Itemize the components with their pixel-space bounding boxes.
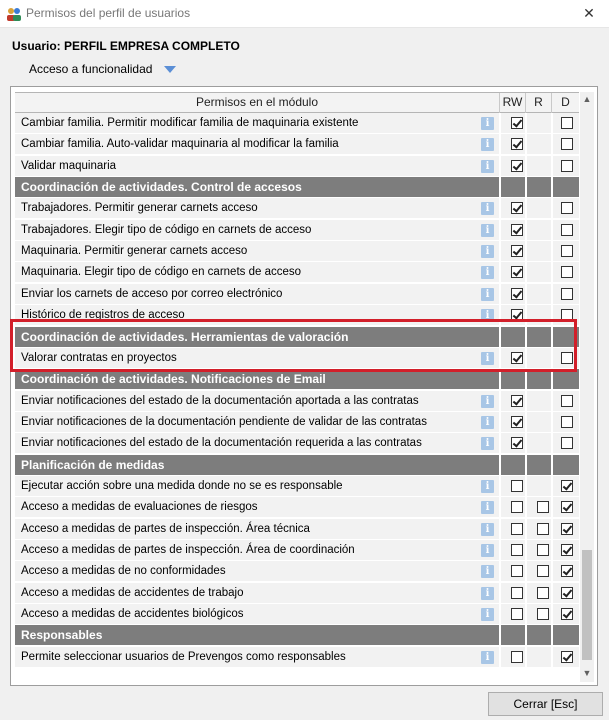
column-separator <box>525 241 527 262</box>
table-row <box>15 305 579 326</box>
checkbox-d[interactable] <box>561 544 573 556</box>
column-separator <box>525 284 527 305</box>
permission-label: Acceso a medidas de accidentes biológicos <box>21 608 244 621</box>
table-row <box>15 604 579 625</box>
permission-label: Acceso a medidas de partes de inspección. Área de coordinación <box>21 544 355 556</box>
checkbox-d[interactable] <box>561 523 573 535</box>
column-separator <box>525 497 527 518</box>
column-separator <box>525 113 527 134</box>
column-separator <box>499 198 501 219</box>
checkbox-d[interactable] <box>561 288 573 300</box>
checkbox-rw[interactable] <box>511 437 523 449</box>
column-separator <box>525 134 527 155</box>
permission-label: Enviar notificaciones del estado de la documentación requerida a las contratas <box>21 437 422 450</box>
table-row <box>15 134 579 155</box>
permission-label: Cambiar familia. Auto-validar maquinaria al modificar la familia <box>21 138 339 151</box>
column-separator <box>525 177 527 198</box>
column-separator <box>499 134 501 155</box>
table-row <box>15 391 579 412</box>
info-icon[interactable]: i <box>481 416 494 429</box>
column-separator <box>551 348 553 369</box>
checkbox-d[interactable] <box>561 138 573 150</box>
permission-label: Maquinaria. Permitir generar carnets acceso <box>21 245 248 258</box>
column-separator <box>499 391 501 412</box>
column-separator <box>551 625 553 646</box>
info-icon[interactable]: i <box>481 501 494 514</box>
section-header <box>15 369 579 390</box>
column-separator <box>499 625 501 646</box>
column-separator <box>551 519 553 540</box>
column-separator <box>551 540 553 561</box>
section-header <box>15 455 579 476</box>
header-rw: RW <box>500 93 526 113</box>
column-separator <box>525 433 527 454</box>
table-row <box>15 647 579 668</box>
column-separator <box>499 540 501 561</box>
column-separator <box>499 519 501 540</box>
permission-label: Trabajadores. Permitir generar carnets acceso <box>21 202 258 215</box>
checkbox-rw[interactable] <box>511 587 523 599</box>
info-icon[interactable]: i <box>481 565 494 578</box>
info-icon[interactable]: i <box>481 266 494 279</box>
checkbox-rw[interactable] <box>511 395 523 407</box>
permission-label: Enviar notificaciones del estado de la documentación aportada a las contratas <box>21 394 419 407</box>
info-icon[interactable]: i <box>481 480 494 493</box>
column-separator <box>551 647 553 668</box>
column-separator <box>551 134 553 155</box>
functionality-dropdown[interactable] <box>29 62 176 76</box>
checkbox-r[interactable] <box>537 501 549 513</box>
checkbox-rw[interactable] <box>511 160 523 172</box>
table-row <box>15 497 579 518</box>
column-separator <box>499 476 501 497</box>
permission-label: Trabajadores. Elegir tipo de código en carnets de acceso <box>21 223 312 236</box>
checkbox-rw[interactable] <box>511 523 523 535</box>
title-bar <box>0 0 609 28</box>
info-icon[interactable]: i <box>481 395 494 408</box>
column-separator <box>551 561 553 582</box>
table-row <box>15 348 579 369</box>
checkbox-r[interactable] <box>537 608 549 620</box>
table-row <box>15 433 579 454</box>
info-icon[interactable]: i <box>481 309 494 322</box>
column-separator <box>499 156 501 177</box>
column-separator <box>499 647 501 668</box>
checkbox-rw[interactable] <box>511 608 523 620</box>
checkbox-rw[interactable] <box>511 245 523 257</box>
permission-label: Enviar los carnets de acceso por correo electrónico <box>21 287 283 300</box>
column-separator <box>499 455 501 476</box>
permission-label: Validar maquinaria <box>21 159 117 172</box>
info-icon[interactable]: i <box>481 160 494 173</box>
info-icon[interactable]: i <box>481 117 494 130</box>
column-separator <box>551 497 553 518</box>
section-label: Coordinación de actividades. Control de accesos <box>21 180 302 195</box>
checkbox-d[interactable] <box>561 437 573 449</box>
section-header <box>15 625 579 646</box>
column-separator <box>551 113 553 134</box>
checkbox-d[interactable] <box>561 587 573 599</box>
column-separator <box>551 262 553 283</box>
checkbox-rw[interactable] <box>511 416 523 428</box>
column-separator <box>551 198 553 219</box>
info-icon[interactable]: i <box>481 352 494 365</box>
column-separator <box>551 156 553 177</box>
checkbox-r[interactable] <box>537 544 549 556</box>
column-separator <box>499 369 501 390</box>
column-separator <box>499 348 501 369</box>
section-header <box>15 327 579 348</box>
checkbox-d[interactable] <box>561 224 573 236</box>
table-row <box>15 156 579 177</box>
table-row <box>15 198 579 219</box>
info-icon[interactable]: i <box>481 202 494 215</box>
column-separator <box>525 519 527 540</box>
table-row <box>15 284 579 305</box>
info-icon[interactable]: i <box>481 651 494 664</box>
checkbox-d[interactable] <box>561 202 573 214</box>
permission-label: Acceso a medidas de accidentes de trabajo <box>21 586 244 599</box>
table-row <box>15 113 579 134</box>
window-title: Permisos del perfil de usuarios <box>26 6 191 20</box>
table-row <box>15 476 579 497</box>
checkbox-d[interactable] <box>561 266 573 278</box>
column-separator <box>551 177 553 198</box>
column-separator <box>499 241 501 262</box>
table-header <box>15 92 579 113</box>
permission-label: Acceso a medidas de evaluaciones de riesgos <box>21 501 258 514</box>
checkbox-d[interactable] <box>561 352 573 364</box>
permission-label: Histórico de registros de acceso <box>21 309 185 322</box>
table-row <box>15 561 579 582</box>
permission-label: Maquinaria. Elegir tipo de código en carnets de acceso <box>21 266 302 279</box>
checkbox-rw[interactable] <box>511 501 523 513</box>
vertical-scrollbar[interactable] <box>580 92 594 682</box>
info-icon[interactable]: i <box>481 544 494 557</box>
checkbox-rw[interactable] <box>511 309 523 321</box>
column-separator <box>525 262 527 283</box>
column-separator <box>551 433 553 454</box>
permission-label: Ejecutar acción sobre una medida donde no se es responsable <box>21 479 343 492</box>
column-separator <box>525 305 527 326</box>
usuario-line <box>12 39 240 53</box>
dropdown-label: Acceso a funcionalidad <box>29 62 153 76</box>
column-separator <box>551 583 553 604</box>
permission-label: Cambiar familia. Permitir modificar familia de maquinaria existente <box>21 117 359 129</box>
column-separator <box>499 327 501 348</box>
table-row <box>15 583 579 604</box>
column-separator <box>551 391 553 412</box>
column-separator <box>525 348 527 369</box>
permissions-panel <box>10 86 598 686</box>
checkbox-d[interactable] <box>561 245 573 257</box>
column-separator <box>551 241 553 262</box>
info-icon[interactable]: i <box>481 245 494 258</box>
checkbox-d[interactable] <box>561 501 573 513</box>
column-separator <box>525 625 527 646</box>
checkbox-rw[interactable] <box>511 651 523 663</box>
table-row <box>15 412 579 433</box>
info-icon[interactable]: i <box>481 138 494 151</box>
column-separator <box>499 284 501 305</box>
column-separator <box>525 455 527 476</box>
usuario-value: PERFIL EMPRESA COMPLETO <box>64 39 240 53</box>
info-icon[interactable]: i <box>481 608 494 621</box>
column-separator <box>525 391 527 412</box>
checkbox-r[interactable] <box>537 587 549 599</box>
column-separator <box>551 412 553 433</box>
permission-label: Enviar notificaciones de la documentación pendiente de validar de las contratas <box>21 415 427 428</box>
table-row <box>15 220 579 241</box>
checkbox-rw[interactable] <box>511 117 523 129</box>
column-separator <box>525 583 527 604</box>
scroll-down-icon[interactable]: ▼ <box>582 668 592 678</box>
chevron-down-icon <box>164 66 176 73</box>
column-separator <box>551 476 553 497</box>
section-header <box>15 177 579 198</box>
table-row <box>15 262 579 283</box>
column-separator <box>499 561 501 582</box>
checkbox-rw[interactable] <box>511 266 523 278</box>
column-separator <box>499 113 501 134</box>
checkbox-d[interactable] <box>561 395 573 407</box>
checkbox-rw[interactable] <box>511 202 523 214</box>
permission-label: Acceso a medidas de no conformidades <box>21 565 226 578</box>
info-icon[interactable]: i <box>481 437 494 450</box>
checkbox-d[interactable] <box>561 160 573 172</box>
close-button[interactable]: Cerrar [Esc] <box>488 692 603 716</box>
checkbox-rw[interactable] <box>511 544 523 556</box>
column-separator <box>499 412 501 433</box>
section-label: Responsables <box>21 628 103 643</box>
column-separator <box>525 561 527 582</box>
scroll-up-icon[interactable]: ▲ <box>582 94 592 104</box>
column-separator <box>525 198 527 219</box>
column-separator <box>551 284 553 305</box>
column-separator <box>499 220 501 241</box>
permission-label: Valorar contratas en proyectos <box>21 351 177 364</box>
column-separator <box>551 305 553 326</box>
table-row <box>15 540 579 561</box>
section-label: Coordinación de actividades. Herramientas de valoración <box>21 329 349 344</box>
header-r: R <box>526 93 552 113</box>
column-separator <box>525 647 527 668</box>
checkbox-rw[interactable] <box>511 288 523 300</box>
table-row <box>15 519 579 540</box>
scroll-thumb[interactable] <box>582 550 592 660</box>
checkbox-r[interactable] <box>537 523 549 535</box>
column-separator <box>525 327 527 348</box>
column-separator <box>499 604 501 625</box>
permission-label: Permite seleccionar usuarios de Prevengos como responsables <box>21 650 346 663</box>
info-icon[interactable]: i <box>481 523 494 536</box>
column-separator <box>525 604 527 625</box>
permission-label: Acceso a medidas de partes de inspección. Área técnica <box>21 522 310 535</box>
column-separator <box>499 305 501 326</box>
column-separator <box>499 177 501 198</box>
column-separator <box>551 455 553 476</box>
checkbox-r[interactable] <box>537 565 549 577</box>
column-separator <box>551 327 553 348</box>
checkbox-d[interactable] <box>561 651 573 663</box>
checkbox-rw[interactable] <box>511 224 523 236</box>
column-separator <box>525 369 527 390</box>
column-separator <box>525 540 527 561</box>
column-separator <box>499 583 501 604</box>
column-separator <box>525 476 527 497</box>
checkbox-d[interactable] <box>561 608 573 620</box>
table-row <box>15 241 579 262</box>
column-separator <box>551 220 553 241</box>
info-icon[interactable]: i <box>481 288 494 301</box>
checkbox-d[interactable] <box>561 565 573 577</box>
close-icon[interactable]: ✕ <box>583 5 595 21</box>
column-separator <box>525 220 527 241</box>
column-separator <box>499 497 501 518</box>
header-module: Permisos en el módulo <box>15 93 500 113</box>
checkbox-d[interactable] <box>561 309 573 321</box>
usuario-label: Usuario: <box>12 39 61 53</box>
checkbox-rw[interactable] <box>511 138 523 150</box>
column-separator <box>499 433 501 454</box>
checkbox-d[interactable] <box>561 416 573 428</box>
column-separator <box>525 156 527 177</box>
info-icon[interactable]: i <box>481 224 494 237</box>
checkbox-rw[interactable] <box>511 480 523 492</box>
checkbox-d[interactable] <box>561 117 573 129</box>
header-d: D <box>561 95 570 109</box>
column-separator <box>499 262 501 283</box>
section-label: Coordinación de actividades. Notificaciones de Email <box>21 372 326 387</box>
column-separator <box>551 604 553 625</box>
checkbox-d[interactable] <box>561 480 573 492</box>
column-separator <box>551 369 553 390</box>
checkbox-rw[interactable] <box>511 565 523 577</box>
column-separator <box>525 412 527 433</box>
users-icon <box>6 7 22 21</box>
section-label: Planificación de medidas <box>21 457 165 472</box>
info-icon[interactable]: i <box>481 587 494 600</box>
checkbox-rw[interactable] <box>511 352 523 364</box>
